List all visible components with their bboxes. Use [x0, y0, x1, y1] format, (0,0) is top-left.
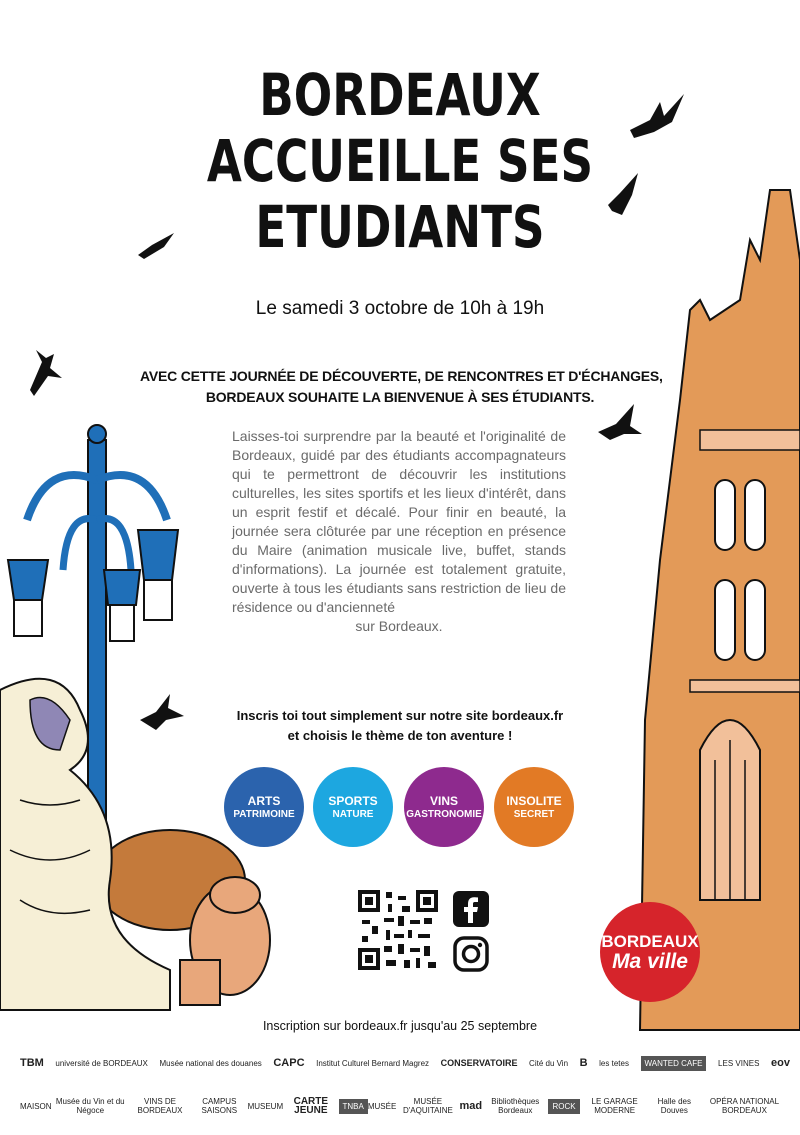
- logo-tbm: TBM: [20, 1056, 44, 1069]
- logo-eov: eov: [770, 1056, 790, 1069]
- theme-sports-sub: NATURE: [332, 808, 374, 820]
- facebook-icon[interactable]: [452, 890, 490, 928]
- theme-vins-label: VINS: [429, 793, 458, 808]
- logo-campus-saisons: CAMPUS SAISONS: [201, 1097, 238, 1115]
- partner-logos-row-2: [20, 1088, 790, 1124]
- logo-mad: mad: [459, 1099, 483, 1112]
- theme-arts-sub: PATRIMOINE: [233, 808, 295, 820]
- logo-capc: CAPC: [273, 1056, 305, 1069]
- logo-musee: MUSÉE: [367, 1101, 397, 1111]
- logo-les-tetes: les tetes: [599, 1058, 629, 1068]
- logo-rock: ROCK: [548, 1099, 579, 1114]
- inscription-deadline: Inscription sur bordeaux.fr jusqu'au 25 septembre: [262, 1019, 538, 1033]
- logo-vins-bordeaux: VINS DE BORDEAUX: [137, 1097, 183, 1115]
- logo-musee-vin: Musée du Vin et du Négoce: [55, 1097, 125, 1115]
- cta-line-2: et choisis le thème de ton aventure !: [287, 728, 513, 743]
- theme-vins-sub: GASTRONOMIE: [406, 808, 482, 820]
- description-last: sur Bordeaux.: [355, 618, 443, 634]
- theme-arts-label: ARTS: [247, 793, 281, 808]
- logo-les-vines: LES VINES: [718, 1058, 760, 1068]
- logo-bibliotheques: Bibliothèques Bordeaux: [491, 1097, 540, 1115]
- logo-garage-moderne: LE GARAGE MODERNE: [591, 1097, 638, 1115]
- logo-maison: MAISON: [20, 1101, 52, 1111]
- intro-line-2: BORDEAUX SOUHAITE LA BIENVENUE À SES ÉTUDIANTS.: [205, 389, 595, 405]
- call-to-action: [200, 706, 600, 746]
- instagram-icon[interactable]: [452, 935, 490, 973]
- logo-musee-douanes: Musée national des douanes: [159, 1058, 262, 1068]
- logo-conservatoire: CONSERVATOIRE: [440, 1057, 518, 1068]
- theme-arts-button[interactable]: [224, 767, 304, 847]
- description-main: Laisses-toi surprendre par la beauté et l'originalité de Bordeaux, guidé par des étudiants accompagnateurs qui te permettront de découvrir les institutions culturelles, les sites sportifs et les lieux d'intérêt, dans un esprit festif et décalé. Pour finir en beauté, la journée sera clôturée par une réception en présence du Maire (animation musicale live, buffet, stands d'informations). La journée est totalement gratuite, ouverte à tous les étudiants sans restriction de lieu de résidence ou d'ancienneté: [232, 428, 566, 615]
- intro-text: [140, 366, 663, 408]
- title-line-1: BORDEAUX: [259, 61, 541, 129]
- cta-line-1: Inscris toi tout simplement sur notre site bordeaux.fr: [236, 708, 564, 723]
- theme-vins-button[interactable]: [404, 767, 484, 847]
- logo-musee-aquitaine: MUSÉE D'AQUITAINE: [402, 1097, 453, 1115]
- logo-universite: université de BORDEAUX: [55, 1058, 148, 1068]
- theme-insolite-button[interactable]: [494, 767, 574, 847]
- poster-title: [0, 62, 800, 260]
- bordeaux-ma-ville-badge: [600, 902, 700, 1002]
- logo-museum: MUSEUM: [247, 1101, 284, 1111]
- logo-carte-jeune: CARTE JEUNE: [293, 1096, 329, 1116]
- theme-insolite-sub: SECRET: [513, 808, 555, 820]
- theme-insolite-label: INSOLITE: [506, 793, 562, 808]
- description: [232, 427, 566, 636]
- badge-line-1: BORDEAUX: [601, 931, 699, 951]
- intro-line-1: AVEC CETTE JOURNÉE DE DÉCOUVERTE, DE RENCONTRES ET D'ÉCHANGES,: [140, 368, 663, 384]
- badge-line-2: Ma ville: [612, 949, 688, 973]
- title-line-3: ETUDIANTS: [255, 193, 545, 261]
- theme-sports-label: SPORTS: [328, 793, 378, 808]
- logo-b: B: [579, 1056, 588, 1069]
- partner-logos-row-1: [20, 1048, 790, 1078]
- qr-code[interactable]: [358, 890, 438, 970]
- logo-wanted-cafe: WANTED CAFE: [641, 1056, 707, 1071]
- theme-sports-button[interactable]: [313, 767, 393, 847]
- logo-cite-du-vin: Cité du Vin: [529, 1058, 569, 1068]
- event-date: Le samedi 3 octobre de 10h à 19h: [255, 298, 545, 319]
- title-line-2: ACCUEILLE SES: [206, 127, 594, 195]
- logo-tnba: TNBA: [339, 1099, 368, 1114]
- logo-halle-douves: Halle des Douves: [657, 1097, 691, 1115]
- logo-opera: OPÉRA NATIONAL BORDEAUX: [709, 1097, 780, 1115]
- logo-institut-magrez: Institut Culturel Bernard Magrez: [316, 1058, 430, 1068]
